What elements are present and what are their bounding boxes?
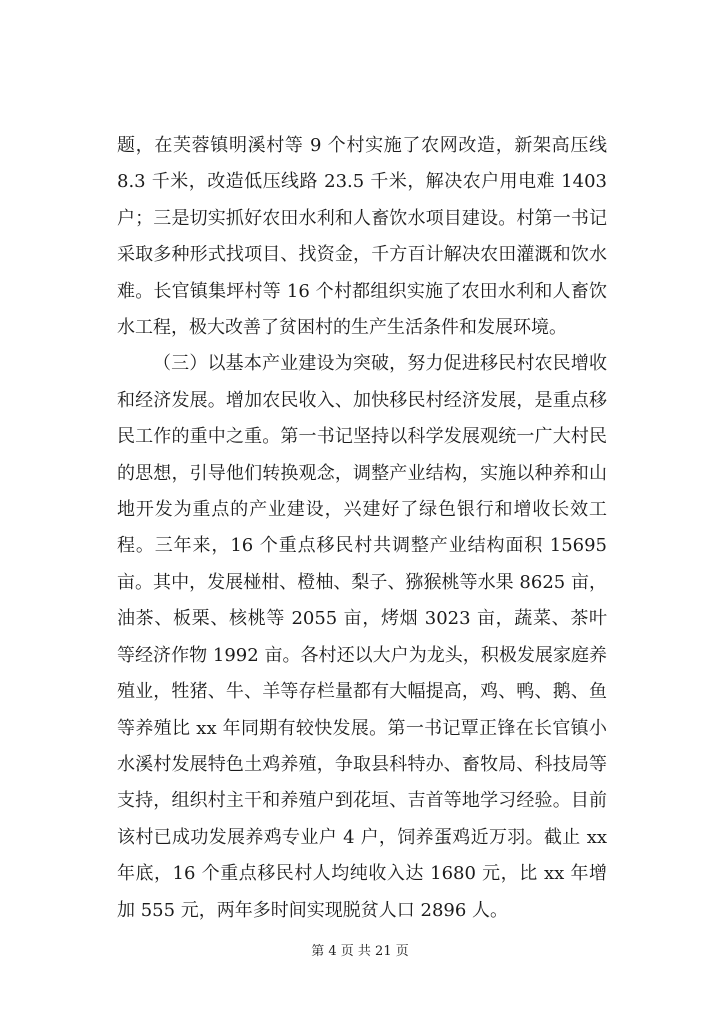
paragraph-continued: 题，在芙蓉镇明溪村等 9 个村实施了农网改造，新架高压线 8.3 千米，改造低压线路 23.5 千米，解决农户用电难 1403 户；三是切实抓好农田水利和人畜饮水项目建设。村第一书记采取多种形式找项目、找资金，千方百计解决农田灌溉和饮水难。长官镇集坪村等 16 个村都组织实施了农田水利和人畜饮水工程，极大改善了贫困村的生产生活条件和发展环境。 — [117, 135, 607, 339]
page-footer: 第 4 页 共 21 页 — [311, 944, 409, 959]
body-text — [117, 128, 607, 929]
paragraph-section-three: （三）以基本产业建设为突破，努力促进移民村农民增收和经济发展。增加农民收入、加快移民村经济发展，是重点移民工作的重中之重。第一书记坚持以科学发展观统一广大村民的思想，引导他们转换观念，调整产业结构，实施以种养和山地开发为重点的产业建设，兴建好了绿色银行和增收长效工程。三年来，16 个重点移民村共调整产业结构面积 15695 亩。其中，发展椪柑、橙柚、梨子、猕猴桃等水果 8625 亩，油茶、板栗、核桃等 2055 亩，烤烟 3023 亩，蔬菜、茶叶等经济作物 1992 亩。各村还以大户为龙头，积极发展家庭养殖业，牲猪、牛、羊等存栏量都有大幅提高，鸡、鸭、鹅、鱼等养殖比 xx 年同期有较快发展。第一书记覃正锋在长官镇小水溪村发展特色土鸡养殖，争取县科特办、畜牧局、科技局等支持，组织村主干和养殖户到花垣、吉首等地学习经验。目前该村已成功发展养鸡专业户 4 户，饲养蛋鸡近万羽。截止 xx 年底，16 个重点移民村人均纯收入达 1680 元，比 xx 年增加 555 元，两年多时间实现脱贫人口 2896 人。 — [117, 353, 607, 921]
